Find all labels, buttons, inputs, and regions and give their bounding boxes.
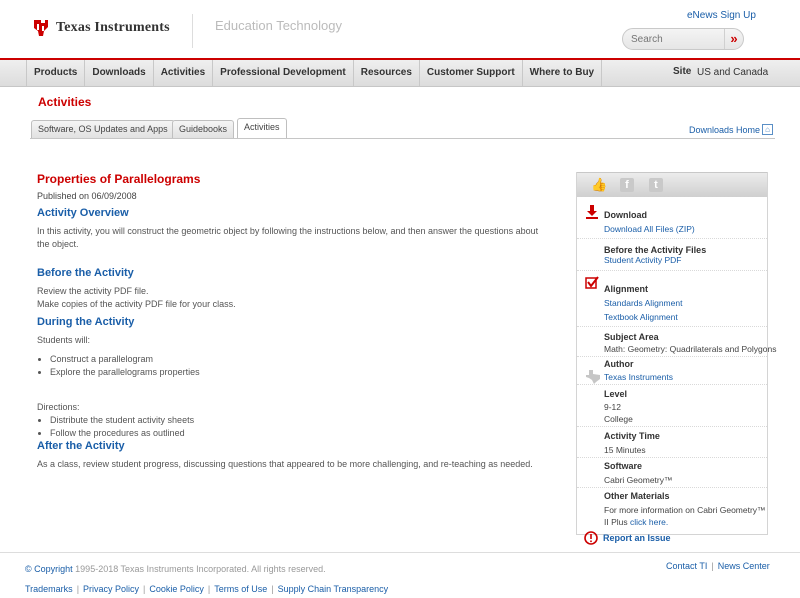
- author-link[interactable]: Texas Instruments: [604, 372, 673, 382]
- separator: |: [207, 584, 211, 594]
- level-value: 9-12: [604, 402, 622, 412]
- level-heading: Level: [604, 389, 628, 399]
- during-list: [37, 353, 547, 379]
- divider: [577, 326, 767, 327]
- news-center-link[interactable]: News Center: [717, 561, 770, 571]
- separator: |: [76, 584, 80, 594]
- cookie-policy-link[interactable]: Cookie Policy: [149, 584, 204, 594]
- header-divider: [192, 14, 193, 48]
- facebook-icon[interactable]: f: [620, 178, 634, 192]
- divider: [577, 238, 767, 239]
- share-bar: [577, 172, 767, 197]
- supply-chain-link[interactable]: Supply Chain Transparency: [277, 584, 389, 594]
- author-heading: Author: [604, 359, 634, 369]
- level-value: College: [604, 414, 633, 424]
- copyright-text: 1995-2018 Texas Instruments Incorporated. All rights reserved.: [75, 564, 326, 574]
- nav-professional-development[interactable]: Professional Development: [213, 60, 354, 86]
- tab-software[interactable]: Software, OS Updates and Apps: [31, 120, 175, 138]
- nav-resources[interactable]: Resources: [354, 60, 420, 86]
- other-materials-heading: Other Materials: [604, 491, 670, 501]
- tab-baseline: [30, 138, 775, 139]
- during-heading: During the Activity: [37, 316, 135, 328]
- download-all-link[interactable]: Download All Files (ZIP): [604, 224, 695, 234]
- nav-customer-support[interactable]: Customer Support: [420, 60, 523, 86]
- directions-label: Directions:: [37, 402, 80, 412]
- overview-heading: Activity Overview: [37, 207, 129, 219]
- divider: [577, 384, 767, 385]
- chevron-right-icon: »: [730, 31, 738, 46]
- list-item: • Distribute the student activity sheets: [50, 414, 547, 427]
- other-materials-text-2-label: II Plus: [604, 517, 628, 527]
- contact-ti-link[interactable]: Contact TI: [666, 561, 708, 571]
- before-line-1: Review the activity PDF file.: [37, 286, 149, 296]
- divider: [577, 487, 767, 488]
- after-heading: After the Activity: [37, 440, 125, 452]
- list-item: • Follow the procedures as outlined: [50, 427, 547, 440]
- site-selector[interactable]: US and Canada: [697, 67, 769, 78]
- search-box: [622, 28, 744, 50]
- click-here-link[interactable]: click here.: [630, 517, 669, 527]
- tab-activities[interactable]: Activities: [237, 118, 287, 138]
- header-subtitle: Education Technology: [215, 18, 342, 33]
- student-pdf-link[interactable]: Student Activity PDF: [604, 255, 682, 265]
- footer-right-links: [666, 561, 770, 571]
- time-value: 15 Minutes: [604, 445, 646, 455]
- privacy-policy-link[interactable]: Privacy Policy: [83, 584, 140, 594]
- list-item: • Explore the parallelograms properties: [50, 366, 547, 379]
- separator: |: [271, 584, 274, 594]
- before-heading: Before the Activity: [37, 267, 134, 279]
- trademarks-link[interactable]: Trademarks: [25, 584, 73, 594]
- copyright: [25, 564, 326, 574]
- terms-of-use-link[interactable]: Terms of Use: [214, 584, 268, 594]
- home-icon[interactable]: ⌂: [762, 124, 773, 135]
- tab-guidebooks[interactable]: Guidebooks: [172, 120, 234, 138]
- directions-list: [37, 414, 547, 440]
- before-line-2: Make copies of the activity PDF file for your class.: [37, 299, 236, 309]
- download-icon: [585, 205, 599, 219]
- enews-signup-link[interactable]: eNews Sign Up: [687, 10, 756, 21]
- checkmark-icon: [585, 276, 599, 290]
- nav-downloads[interactable]: Downloads: [85, 60, 153, 86]
- download-heading: Download: [604, 210, 647, 220]
- nav-activities[interactable]: Activities: [154, 60, 213, 86]
- after-text: As a class, review student progress, discussing questions that appeared to be more challenging, and re-teaching as needed.: [37, 459, 533, 469]
- ti-logo-icon: [32, 18, 50, 38]
- published-date: Published on 06/09/2008: [37, 191, 137, 201]
- before-files-heading: Before the Activity Files: [604, 245, 707, 255]
- time-heading: Activity Time: [604, 431, 660, 441]
- twitter-icon[interactable]: t: [649, 178, 663, 192]
- separator: |: [143, 584, 146, 594]
- textbook-alignment-link[interactable]: Textbook Alignment: [604, 312, 678, 322]
- like-icon[interactable]: 👍: [591, 177, 608, 192]
- copyright-link[interactable]: © Copyright: [25, 564, 73, 574]
- standards-alignment-link[interactable]: Standards Alignment: [604, 298, 683, 308]
- separator: |: [711, 561, 714, 571]
- divider: [577, 457, 767, 458]
- site-label: Site: [673, 66, 692, 77]
- activity-sidebar: [576, 172, 777, 535]
- other-materials-text-2: [604, 517, 668, 527]
- footer-divider: [0, 552, 800, 553]
- software-heading: Software: [604, 461, 643, 471]
- during-intro: Students will:: [37, 335, 91, 345]
- list-item: • Construct a parallelogram: [50, 353, 547, 366]
- downloads-home-link[interactable]: Downloads Home: [689, 125, 761, 135]
- activity-content: [37, 172, 547, 471]
- divider: [577, 270, 767, 271]
- divider: [577, 356, 767, 357]
- texas-map-icon: [585, 369, 601, 385]
- activity-title: Properties of Parallelograms: [37, 172, 201, 186]
- search-input[interactable]: [631, 31, 723, 47]
- report-issue-link[interactable]: Report an Issue: [603, 533, 671, 543]
- other-materials-text: For more information on Cabri Geometry™: [604, 505, 766, 515]
- nav-products[interactable]: Products: [26, 60, 85, 86]
- section-title: Activities: [38, 95, 92, 109]
- software-value: Cabri Geometry™: [604, 475, 673, 485]
- ti-logo[interactable]: [32, 18, 170, 38]
- brand-name: Texas Instruments: [56, 20, 170, 35]
- subject-value: Math: Geometry: Quadrilaterals and Polygons: [604, 344, 777, 354]
- subject-heading: Subject Area: [604, 332, 659, 342]
- footer-links: [25, 584, 388, 594]
- warning-icon: [584, 531, 598, 545]
- overview-text: In this activity, you will construct the geometric object by following the instructions below, and then answer the questions about the object.: [37, 226, 539, 249]
- divider: [577, 426, 767, 427]
- nav-where-to-buy[interactable]: Where to Buy: [523, 60, 602, 86]
- search-submit-button[interactable]: [724, 29, 743, 49]
- alignment-heading: Alignment: [604, 284, 648, 294]
